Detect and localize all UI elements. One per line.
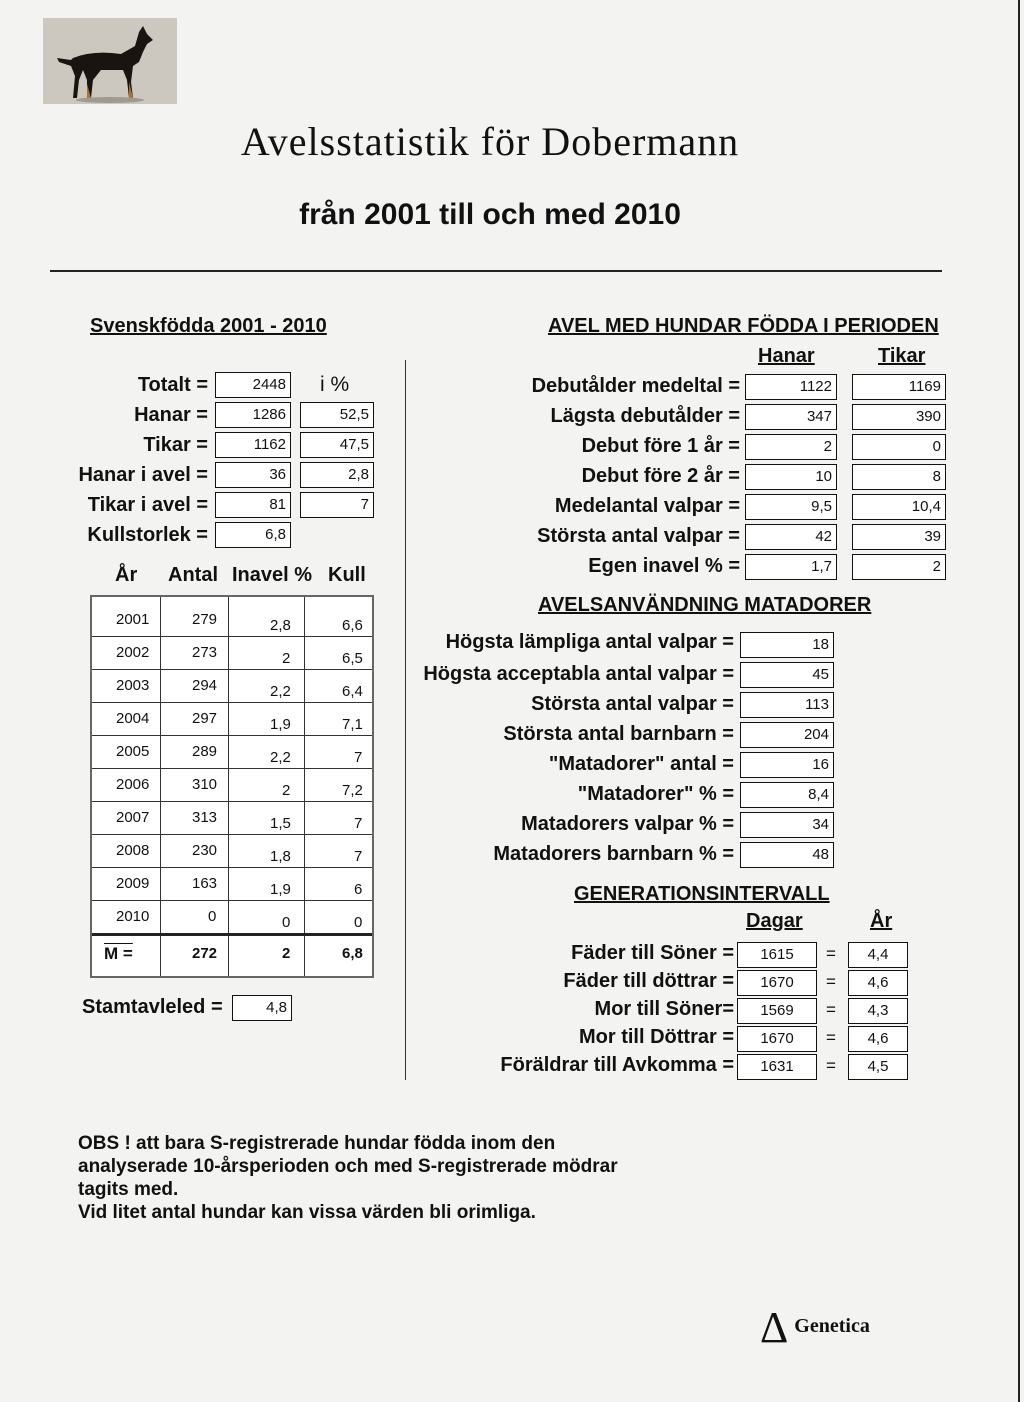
cell-kull: 7: [354, 815, 363, 832]
matador-value: 18: [740, 632, 834, 658]
cell-antal: 273: [192, 644, 218, 661]
generation-label: Mor till Döttrar =: [578, 1026, 734, 1048]
generation-ar: 4,4: [848, 942, 908, 968]
col-header-hanar: Hanar: [758, 345, 815, 367]
cell-year: 2008: [116, 842, 150, 859]
cell-kull: 6,4: [342, 683, 363, 700]
col-header-kull: Kull: [328, 564, 366, 586]
generation-label: Föräldrar till Avkomma =: [500, 1054, 734, 1076]
matador-value: 204: [740, 722, 834, 748]
matador-label: Högsta lämpliga antal valpar =: [445, 631, 734, 653]
equals-sign: =: [826, 1056, 836, 1075]
stat-pct-hanar: 52,5: [300, 402, 374, 428]
col-header-antal: Antal: [168, 564, 218, 586]
cell-year: 2009: [116, 875, 150, 892]
cell-kull: 7: [354, 848, 363, 865]
cell-antal: 289: [192, 743, 218, 760]
stat-pct-hanar-i-avel: 2,8: [300, 462, 374, 488]
avel-label: Debutålder medeltal =: [531, 375, 740, 397]
matador-label: Matadorers barnbarn % =: [493, 843, 734, 865]
cell-antal: 230: [192, 842, 218, 859]
cell-inavel: 1,5: [270, 815, 291, 832]
mean-row: [92, 937, 372, 970]
table-row: [92, 867, 372, 901]
avel-heading: AVEL MED HUNDAR FÖDDA I PERIODEN: [548, 315, 939, 337]
cell-kull: 0: [354, 914, 363, 931]
generation-ar: 4,5: [848, 1054, 908, 1080]
stat-label-tikar: Tikar =: [143, 434, 208, 456]
cell-inavel: 2,8: [270, 617, 291, 634]
cell-year: 2005: [116, 743, 150, 760]
matador-heading: AVELSANVÄNDNING MATADORER: [538, 594, 872, 616]
generation-dagar: 1670: [737, 1026, 817, 1052]
avel-tikar-value: 39: [852, 524, 946, 550]
matador-value: 16: [740, 752, 834, 778]
stat-value-totalt: 2448: [215, 372, 291, 398]
avel-tikar-value: 0: [852, 434, 946, 460]
matador-value: 45: [740, 662, 834, 688]
matador-label: Högsta acceptabla antal valpar =: [423, 663, 734, 685]
stat-label-tikar-i-avel: Tikar i avel =: [87, 494, 208, 516]
cell-year: 2010: [116, 908, 150, 925]
avel-hanar-value: 347: [745, 404, 837, 430]
cell-kull: 7: [354, 749, 363, 766]
avel-label: Egen inavel % =: [588, 555, 740, 577]
stat-value-tikar-i-avel: 81: [215, 492, 291, 518]
avel-label: Debut före 1 år =: [581, 435, 740, 457]
mean-kull: 6,8: [342, 945, 363, 962]
cell-year: 2006: [116, 776, 150, 793]
stat-value-tikar: 1162: [215, 432, 291, 458]
obs-line: analyserade 10-årsperioden och med S-registrerade mödrar: [78, 1156, 618, 1177]
avel-hanar-value: 1,7: [745, 554, 837, 580]
cell-year: 2003: [116, 677, 150, 694]
generation-label: Mor till Söner=: [594, 998, 734, 1020]
cell-inavel: 1,9: [270, 716, 291, 733]
matador-value: 113: [740, 692, 834, 718]
avel-hanar-value: 1122: [745, 374, 837, 400]
avel-hanar-value: 10: [745, 464, 837, 490]
cell-inavel: 1,9: [270, 881, 291, 898]
table-row: [92, 702, 372, 736]
generation-ar: 4,3: [848, 998, 908, 1024]
col-header-dagar: Dagar: [746, 910, 803, 932]
obs-line: tagits med.: [78, 1179, 179, 1200]
avel-hanar-value: 2: [745, 434, 837, 460]
page-subtitle: från 2001 till och med 2010: [299, 198, 681, 231]
generation-dagar: 1569: [737, 998, 817, 1024]
cell-antal: 297: [192, 710, 218, 727]
year-table: [90, 595, 374, 978]
stat-label-kullstorlek: Kullstorlek =: [87, 524, 208, 546]
dobermann-dog-icon: [43, 18, 177, 104]
page-edge: [1018, 0, 1020, 1402]
generation-label: Fäder till Söner =: [571, 942, 734, 964]
mean-label: M =: [104, 944, 133, 963]
matador-value: 34: [740, 812, 834, 838]
cell-inavel: 2,2: [270, 749, 291, 766]
avel-label: Lägsta debutålder =: [550, 405, 740, 427]
generation-dagar: 1631: [737, 1054, 817, 1080]
equals-sign: =: [826, 1000, 836, 1019]
table-row: [92, 801, 372, 835]
obs-note: [78, 1132, 718, 1224]
matador-label: Största antal valpar =: [531, 693, 734, 715]
cell-inavel: 0: [282, 914, 291, 931]
stat-value-hanar: 1286: [215, 402, 291, 428]
col-header-tikar: Tikar: [878, 345, 926, 367]
matador-label: "Matadorer" % =: [577, 783, 734, 805]
cell-year: 2007: [116, 809, 150, 826]
matador-value: 8,4: [740, 782, 834, 808]
divider-line: [50, 270, 942, 272]
delta-icon: Δ: [760, 1303, 789, 1352]
equals-sign: =: [826, 944, 836, 963]
generation-ar: 4,6: [848, 970, 908, 996]
stat-value-hanar-i-avel: 36: [215, 462, 291, 488]
cell-kull: 7,1: [342, 716, 363, 733]
stamtavleled-label: Stamtavleled =: [82, 996, 223, 1018]
generation-dagar: 1670: [737, 970, 817, 996]
cell-inavel: 2: [282, 650, 291, 667]
cell-kull: 6: [354, 881, 363, 898]
cell-year: 2004: [116, 710, 150, 727]
obs-line: Vid litet antal hundar kan vissa värden bli orimliga.: [78, 1202, 536, 1223]
stat-label-hanar-i-avel: Hanar i avel =: [78, 464, 208, 486]
pct-header: i %: [320, 373, 350, 396]
stat-label-totalt: Totalt =: [137, 374, 208, 396]
cell-antal: 279: [192, 611, 218, 628]
stat-value-kullstorlek: 6,8: [215, 522, 291, 548]
obs-line: OBS ! att bara S-registrerade hundar födda inom den: [78, 1133, 556, 1154]
cell-antal: 163: [192, 875, 218, 892]
matador-label: "Matadorer" antal =: [548, 753, 734, 775]
avel-tikar-value: 1169: [852, 374, 946, 400]
matador-label: Största antal barnbarn =: [503, 723, 734, 745]
logo-name: Genetica: [794, 1315, 870, 1338]
cell-antal: 313: [192, 809, 218, 826]
generation-label: Fäder till döttrar =: [563, 970, 734, 992]
cell-antal: 310: [192, 776, 218, 793]
avel-label: Medelantal valpar =: [554, 495, 740, 517]
avel-tikar-value: 10,4: [852, 494, 946, 520]
generation-dagar: 1615: [737, 942, 817, 968]
col-header-ar-gen: År: [870, 910, 893, 932]
matador-value: 48: [740, 842, 834, 868]
column-divider: [405, 360, 406, 1080]
cell-antal: 294: [192, 677, 218, 694]
table-row: [92, 900, 372, 936]
page-title: Avelsstatistik för Dobermann: [240, 119, 740, 164]
equals-sign: =: [826, 972, 836, 991]
table-row: [92, 669, 372, 703]
cell-antal: 0: [208, 908, 217, 925]
table-row: [92, 735, 372, 769]
cell-kull: 6,5: [342, 650, 363, 667]
cell-year: 2001: [116, 611, 150, 628]
avel-hanar-value: 9,5: [745, 494, 837, 520]
cell-inavel: 2: [282, 782, 291, 799]
dog-silhouette: [43, 18, 177, 104]
cell-kull: 6,6: [342, 617, 363, 634]
svenskfodda-heading: Svenskfödda 2001 - 2010: [90, 315, 327, 337]
equals-sign: =: [826, 1028, 836, 1047]
cell-year: 2002: [116, 644, 150, 661]
generation-heading: GENERATIONSINTERVALL: [574, 883, 830, 905]
table-row: [92, 768, 372, 802]
table-row: [92, 636, 372, 670]
avel-label: Största antal valpar =: [537, 525, 740, 547]
avel-hanar-value: 42: [745, 524, 837, 550]
col-header-inavel: Inavel %: [232, 564, 313, 586]
table-row: [92, 603, 372, 637]
cell-inavel: 1,8: [270, 848, 291, 865]
avel-tikar-value: 2: [852, 554, 946, 580]
generation-ar: 4,6: [848, 1026, 908, 1052]
avel-label: Debut före 2 år =: [581, 465, 740, 487]
col-header-ar: År: [115, 564, 138, 586]
genetica-logo: [760, 1302, 870, 1353]
stat-label-hanar: Hanar =: [134, 404, 208, 426]
cell-kull: 7,2: [342, 782, 363, 799]
avel-tikar-value: 8: [852, 464, 946, 490]
matador-label: Matadorers valpar % =: [521, 813, 734, 835]
stamtavleled-value: 4,8: [232, 995, 292, 1021]
mean-inavel: 2: [282, 945, 291, 962]
stat-pct-tikar: 47,5: [300, 432, 374, 458]
avel-tikar-value: 390: [852, 404, 946, 430]
table-row: [92, 834, 372, 868]
mean-antal: 272: [192, 945, 218, 962]
stat-pct-tikar-i-avel: 7: [300, 492, 374, 518]
cell-inavel: 2,2: [270, 683, 291, 700]
